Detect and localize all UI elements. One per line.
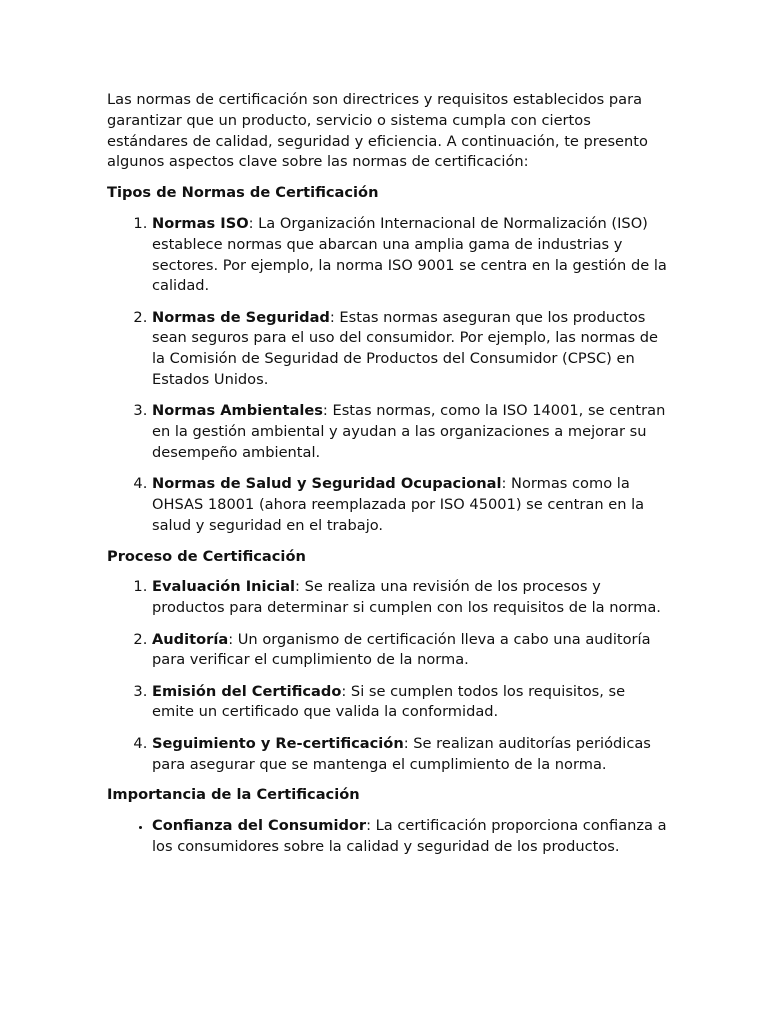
item-text: : Si se cumplen todos los requisitos, se emite un certificado que valida la conformidad. [152, 682, 626, 721]
list-item [152, 682, 667, 724]
item-text: : Un organismo de certificación lleva a cabo una auditoría para verificar el cumplimiento de la norma. [152, 630, 651, 669]
intro-paragraph: Las normas de certificación son directrices y requisitos establecidos para garantizar que un producto, servicio o sistema cumpla con ciertos estándares de calidad, seguridad y eficiencia. A continuación, te presento algunos aspectos clave sobre las normas de certificación: [107, 91, 648, 171]
item-text: : La Organización Internacional de Normalización (ISO) establece normas que abarcan una amplia gama de industrias y sectores. Por ejemplo, la norma ISO 9001 se centra en la gestión de la calidad. [152, 214, 667, 295]
list-importancia [107, 816, 667, 858]
item-text: : Se realiza una revisión de los procesos y productos para determinar si cumplen con los requisitos de la norma. [152, 578, 661, 617]
item-term: Confianza del Consumidor [152, 817, 367, 835]
item-text: : Estas normas, como la ISO 14001, se centran en la gestión ambiental y ayudan a las organizaciones a mejorar su desempeño ambiental. [152, 402, 666, 461]
section-heading-tipos: Tipos de Normas de Certificación [107, 184, 379, 202]
item-term: Normas de Salud y Seguridad Ocupacional [152, 475, 502, 493]
list-item [152, 816, 667, 858]
list-tipos [107, 214, 667, 537]
item-term: Seguimiento y Re-certificación [152, 734, 404, 752]
list-item [152, 734, 667, 776]
item-text: : La certificación proporciona confianza a los consumidores sobre la calidad y seguridad de los productos. [152, 817, 667, 855]
item-term: Normas de Seguridad [152, 308, 330, 326]
list-item [152, 474, 667, 536]
item-term: Auditoría [152, 630, 229, 648]
list-proceso [107, 577, 667, 775]
item-term: Evaluación Inicial [152, 578, 296, 596]
item-text: : Estas normas aseguran que los productos sean seguros para el uso del consumidor. Por ejemplo, las normas de la Comisión de Seguridad de Productos del Consumidor (CPSC) en Estados Unidos. [152, 308, 659, 389]
section-heading-importancia: Importancia de la Certificación [107, 786, 360, 804]
item-text: : Normas como la OHSAS 18001 (ahora reemplazada por ISO 45001) se centran en la salud y seguridad en el trabajo. [152, 475, 645, 534]
item-text: : Se realizan auditorías periódicas para asegurar que se mantenga el cumplimiento de la norma. [152, 734, 651, 773]
item-term: Emisión del Certificado [152, 682, 342, 700]
list-item [152, 577, 667, 619]
document-body [107, 90, 667, 868]
list-item [152, 401, 667, 463]
list-item [152, 630, 667, 672]
section-heading-proceso: Proceso de Certificación [107, 547, 306, 565]
item-term: Normas Ambientales [152, 402, 323, 420]
list-item [152, 308, 667, 391]
item-term: Normas ISO [152, 214, 249, 232]
list-item [152, 214, 667, 297]
